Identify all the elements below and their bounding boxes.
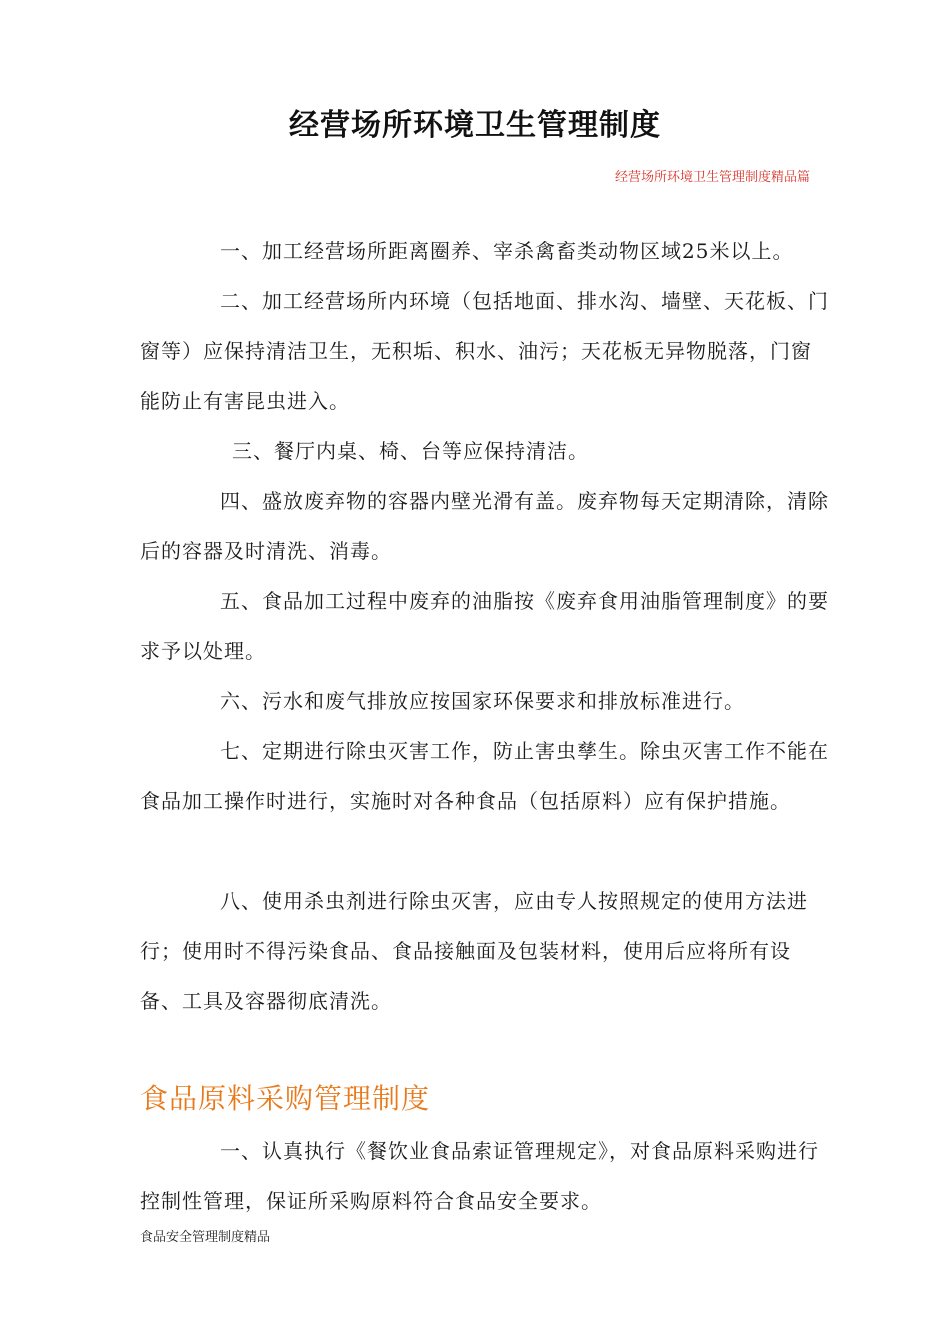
paragraph-4: 四、盛放废弃物的容器内壁光滑有盖。废弃物每天定期清除，清除后的容器及时清洗、消毒。 (140, 489, 829, 563)
paragraph-8: 八、使用杀虫剂进行除虫灭害，应由专人按照规定的使用方法进行；使用时不得污染食品、食品接触面及包装材料，使用后应将所有设备、工具及容器彻底清洗。 (140, 889, 808, 1013)
paragraph-5: 五、食品加工过程中废弃的油脂按《废弃食用油脂管理制度》的要求予以处理。 (140, 589, 829, 663)
paragraph-7: 七、定期进行除虫灭害工作，防止害虫孳生。除虫灭害工作不能在食品加工操作时进行，实施时对各种食品（包括原料）应有保护措施。 (140, 739, 829, 813)
document-title: 经营场所环境卫生管理制度 (289, 108, 661, 143)
document-subtitle: 经营场所环境卫生管理制度精品篇 (614, 170, 810, 185)
section2-paragraph-1: 一、认真执行《餐饮业食品索证管理规定》，对食品原料采购进行控制性管理，保证所采购原料符合食品安全要求。 (140, 1139, 819, 1213)
page-footer: 食品安全管理制度精品 (140, 1230, 271, 1245)
paragraph-3: 三、餐厅内桌、椅、台等应保持清洁。 (232, 439, 589, 463)
paragraph-6: 六、污水和废气排放应按国家环保要求和排放标准进行。 (220, 689, 745, 713)
paragraph-2: 二、加工经营场所内环境（包括地面、排水沟、墙壁、天花板、门窗等）应保持清洁卫生，无积垢、积水、油污；天花板无异物脱落，门窗能防止有害昆虫进入。 (140, 289, 829, 413)
paragraph-1: 一、加工经营场所距离圈养、宰杀禽畜类动物区域25米以上。 (220, 239, 794, 263)
section-heading: 食品原料采购管理制度 (140, 1082, 431, 1115)
